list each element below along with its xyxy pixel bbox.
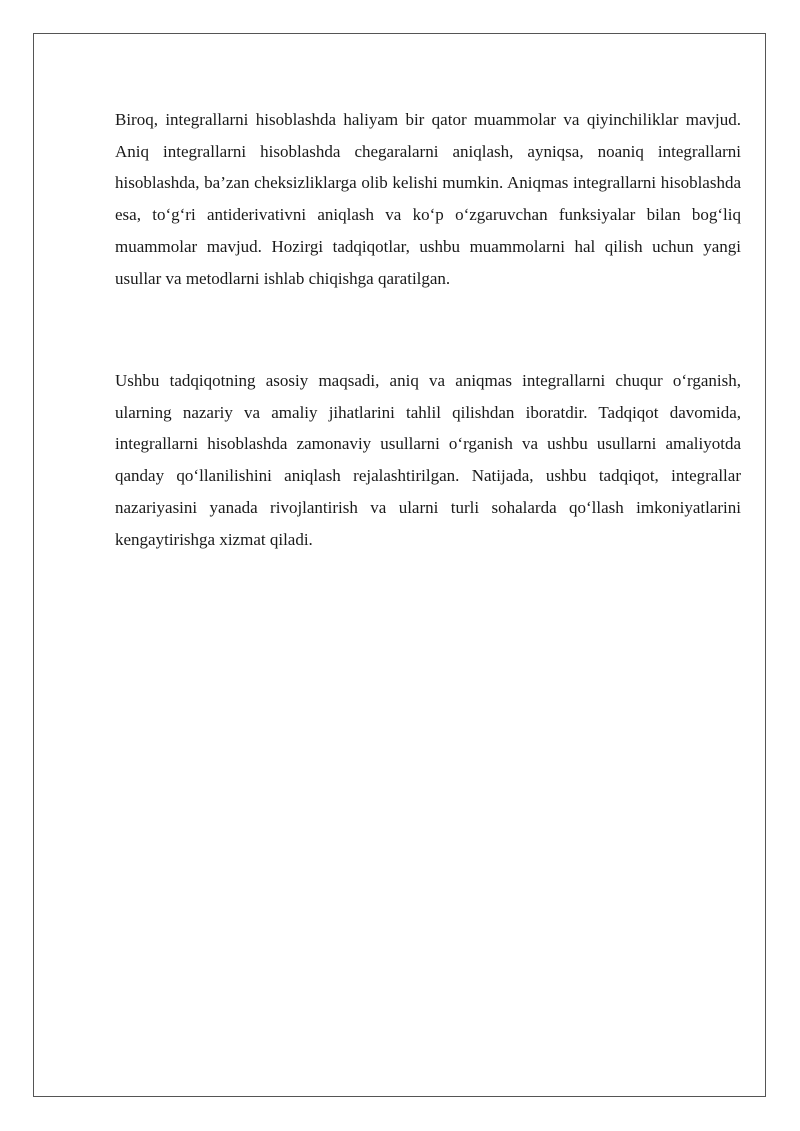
paragraph-1: Biroq, integrallarni hisoblashda haliyam bir qator muammolar va qiyinchiliklar mavjud. Aniq integrallarni hisoblashda chegaralarni aniqlash, ayniqsa, noaniq integrallarni hisoblashda, ba’zan cheksizliklarga olib kelishi mumkin. Aniqmas integrallarni hisoblashda esa, to‘g‘ri antiderivativni aniqlash va ko‘p o‘zgaruvchan funksiyalar bilan bog‘liq muammolar mavjud. Hozirgi tadqiqotlar, ushbu muammolarni hal qilish uchun yangi usullar va metodlarni ishlab chiqishga qaratilgan. [115,110,741,288]
paragraph-2: Ushbu tadqiqotning asosiy maqsadi, aniq va aniqmas integrallarni chuqur o‘rganish, ularning nazariy va amaliy jihatlarini tahlil qilishdan iboratdir. Tadqiqot davomida, integrallarni hisoblashda zamonaviy usullarni o‘rganish va ushbu usullarni amaliyotda qanday qo‘llanilishini aniqlash rejalashtirilgan. Natijada, ushbu tadqiqot, integrallar nazariyasini yanada rivojlantirish va ularni turli sohalarda qo‘llash imkoniyatlarini kengaytirishga xizmat qiladi. [115,371,741,549]
